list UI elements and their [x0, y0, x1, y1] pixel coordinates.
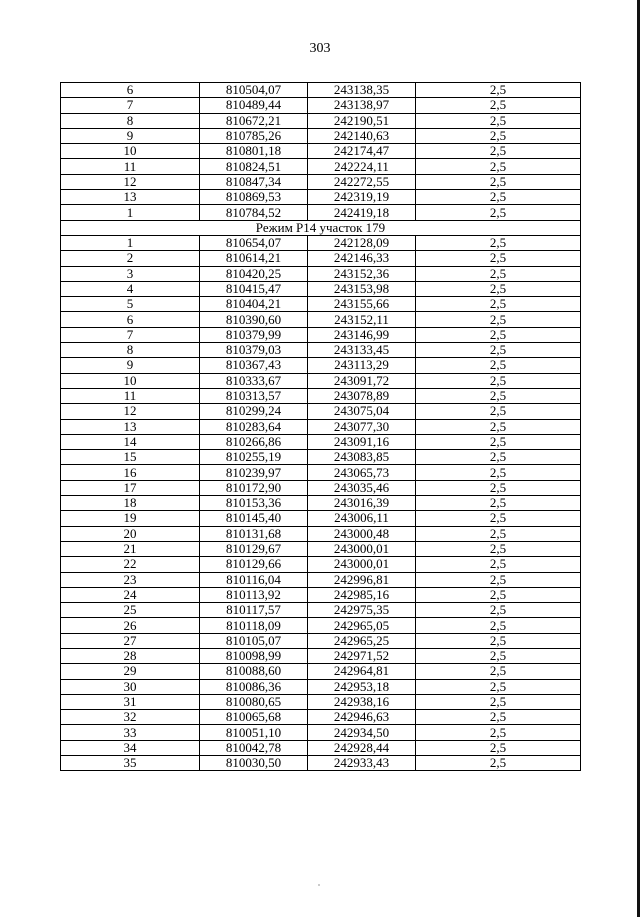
table-row [61, 465, 581, 480]
table-row [61, 434, 581, 449]
accuracy-cell: 2,5 [416, 83, 581, 98]
accuracy-cell: 2,5 [416, 756, 581, 771]
table-row [61, 740, 581, 755]
x-coordinate-cell: 810116,04 [200, 572, 308, 587]
x-coordinate-cell: 810847,34 [200, 174, 308, 189]
y-coordinate-cell: 242928,44 [308, 740, 416, 755]
x-coordinate-cell: 810266,86 [200, 434, 308, 449]
table-row [61, 756, 581, 771]
point-number-cell: 16 [61, 465, 200, 480]
x-coordinate-cell: 810404,21 [200, 297, 308, 312]
table-row [61, 174, 581, 189]
accuracy-cell: 2,5 [416, 725, 581, 740]
point-number-cell: 12 [61, 404, 200, 419]
accuracy-cell: 2,5 [416, 419, 581, 434]
table-body-bottom [61, 235, 581, 770]
x-coordinate-cell: 810784,52 [200, 205, 308, 220]
point-number-cell: 24 [61, 587, 200, 602]
y-coordinate-cell: 243113,29 [308, 358, 416, 373]
point-number-cell: 7 [61, 327, 200, 342]
y-coordinate-cell: 243075,04 [308, 404, 416, 419]
accuracy-cell: 2,5 [416, 98, 581, 113]
accuracy-cell: 2,5 [416, 113, 581, 128]
y-coordinate-cell: 242938,16 [308, 694, 416, 709]
table-row [61, 526, 581, 541]
y-coordinate-cell: 243133,45 [308, 343, 416, 358]
accuracy-cell: 2,5 [416, 572, 581, 587]
table-row [61, 251, 581, 266]
y-coordinate-cell: 242128,09 [308, 235, 416, 250]
y-coordinate-cell: 243000,01 [308, 557, 416, 572]
accuracy-cell: 2,5 [416, 618, 581, 633]
table-row [61, 572, 581, 587]
x-coordinate-cell: 810088,60 [200, 664, 308, 679]
table-row [61, 511, 581, 526]
table-row [61, 710, 581, 725]
accuracy-cell: 2,5 [416, 388, 581, 403]
point-number-cell: 11 [61, 388, 200, 403]
x-coordinate-cell: 810098,99 [200, 648, 308, 663]
y-coordinate-cell: 242319,19 [308, 190, 416, 205]
accuracy-cell: 2,5 [416, 235, 581, 250]
point-number-cell: 9 [61, 128, 200, 143]
accuracy-cell: 2,5 [416, 266, 581, 281]
y-coordinate-cell: 242985,16 [308, 587, 416, 602]
table-row [61, 664, 581, 679]
table-row [61, 694, 581, 709]
table-row [61, 144, 581, 159]
y-coordinate-cell: 243091,72 [308, 373, 416, 388]
x-coordinate-cell: 810105,07 [200, 633, 308, 648]
table-row [61, 404, 581, 419]
section-title-row [61, 220, 581, 235]
x-coordinate-cell: 810113,92 [200, 587, 308, 602]
accuracy-cell: 2,5 [416, 358, 581, 373]
table-row [61, 358, 581, 373]
accuracy-cell: 2,5 [416, 128, 581, 143]
table-row [61, 557, 581, 572]
y-coordinate-cell: 243078,89 [308, 388, 416, 403]
x-coordinate-cell: 810824,51 [200, 159, 308, 174]
table-row [61, 312, 581, 327]
accuracy-cell: 2,5 [416, 174, 581, 189]
x-coordinate-cell: 810086,36 [200, 679, 308, 694]
table-row [61, 327, 581, 342]
x-coordinate-cell: 810654,07 [200, 235, 308, 250]
point-number-cell: 18 [61, 496, 200, 511]
point-number-cell: 14 [61, 434, 200, 449]
page-number: 303 [309, 41, 331, 56]
scan-speck [318, 884, 320, 886]
table-row [61, 98, 581, 113]
x-coordinate-cell: 810785,26 [200, 128, 308, 143]
accuracy-cell: 2,5 [416, 480, 581, 495]
point-number-cell: 15 [61, 450, 200, 465]
table-row [61, 235, 581, 250]
y-coordinate-cell: 243152,11 [308, 312, 416, 327]
y-coordinate-cell: 243083,85 [308, 450, 416, 465]
table-row [61, 266, 581, 281]
x-coordinate-cell: 810379,03 [200, 343, 308, 358]
accuracy-cell: 2,5 [416, 144, 581, 159]
point-number-cell: 7 [61, 98, 200, 113]
coordinates-table [60, 82, 581, 771]
x-coordinate-cell: 810614,21 [200, 251, 308, 266]
point-number-cell: 6 [61, 312, 200, 327]
x-coordinate-cell: 810367,43 [200, 358, 308, 373]
x-coordinate-cell: 810672,21 [200, 113, 308, 128]
y-coordinate-cell: 242971,52 [308, 648, 416, 663]
accuracy-cell: 2,5 [416, 511, 581, 526]
y-coordinate-cell: 243155,66 [308, 297, 416, 312]
point-number-cell: 10 [61, 144, 200, 159]
x-coordinate-cell: 810420,25 [200, 266, 308, 281]
table-row [61, 480, 581, 495]
x-coordinate-cell: 810153,36 [200, 496, 308, 511]
x-coordinate-cell: 810117,57 [200, 603, 308, 618]
x-coordinate-cell: 810504,07 [200, 83, 308, 98]
y-coordinate-cell: 242146,33 [308, 251, 416, 266]
table-row [61, 83, 581, 98]
y-coordinate-cell: 242953,18 [308, 679, 416, 694]
section-header [61, 220, 581, 235]
x-coordinate-cell: 810118,09 [200, 618, 308, 633]
accuracy-cell: 2,5 [416, 557, 581, 572]
table-row [61, 541, 581, 556]
section-title: Режим Р14 участок 179 [61, 220, 581, 235]
point-number-cell: 5 [61, 297, 200, 312]
x-coordinate-cell: 810801,18 [200, 144, 308, 159]
x-coordinate-cell: 810255,19 [200, 450, 308, 465]
x-coordinate-cell: 810390,60 [200, 312, 308, 327]
x-coordinate-cell: 810379,99 [200, 327, 308, 342]
accuracy-cell: 2,5 [416, 373, 581, 388]
y-coordinate-cell: 243152,36 [308, 266, 416, 281]
table-row [61, 190, 581, 205]
table-row [61, 205, 581, 220]
point-number-cell: 9 [61, 358, 200, 373]
point-number-cell: 32 [61, 710, 200, 725]
table-body-top [61, 83, 581, 221]
accuracy-cell: 2,5 [416, 404, 581, 419]
accuracy-cell: 2,5 [416, 541, 581, 556]
x-coordinate-cell: 810030,50 [200, 756, 308, 771]
x-coordinate-cell: 810131,68 [200, 526, 308, 541]
y-coordinate-cell: 242934,50 [308, 725, 416, 740]
y-coordinate-cell: 243138,97 [308, 98, 416, 113]
point-number-cell: 8 [61, 113, 200, 128]
accuracy-cell: 2,5 [416, 312, 581, 327]
y-coordinate-cell: 242174,47 [308, 144, 416, 159]
x-coordinate-cell: 810489,44 [200, 98, 308, 113]
accuracy-cell: 2,5 [416, 297, 581, 312]
accuracy-cell: 2,5 [416, 664, 581, 679]
accuracy-cell: 2,5 [416, 648, 581, 663]
point-number-cell: 31 [61, 694, 200, 709]
y-coordinate-cell: 243146,99 [308, 327, 416, 342]
point-number-cell: 13 [61, 190, 200, 205]
point-number-cell: 29 [61, 664, 200, 679]
y-coordinate-cell: 242933,43 [308, 756, 416, 771]
accuracy-cell: 2,5 [416, 465, 581, 480]
x-coordinate-cell: 810129,66 [200, 557, 308, 572]
y-coordinate-cell: 242419,18 [308, 205, 416, 220]
x-coordinate-cell: 810172,90 [200, 480, 308, 495]
point-number-cell: 1 [61, 205, 200, 220]
table-row [61, 496, 581, 511]
point-number-cell: 19 [61, 511, 200, 526]
point-number-cell: 21 [61, 541, 200, 556]
y-coordinate-cell: 242946,63 [308, 710, 416, 725]
x-coordinate-cell: 810415,47 [200, 281, 308, 296]
table-row [61, 450, 581, 465]
point-number-cell: 4 [61, 281, 200, 296]
accuracy-cell: 2,5 [416, 496, 581, 511]
table-row [61, 679, 581, 694]
table-row [61, 128, 581, 143]
point-number-cell: 10 [61, 373, 200, 388]
x-coordinate-cell: 810129,67 [200, 541, 308, 556]
y-coordinate-cell: 242272,55 [308, 174, 416, 189]
x-coordinate-cell: 810333,67 [200, 373, 308, 388]
x-coordinate-cell: 810051,10 [200, 725, 308, 740]
accuracy-cell: 2,5 [416, 679, 581, 694]
accuracy-cell: 2,5 [416, 603, 581, 618]
accuracy-cell: 2,5 [416, 740, 581, 755]
point-number-cell: 12 [61, 174, 200, 189]
y-coordinate-cell: 243077,30 [308, 419, 416, 434]
accuracy-cell: 2,5 [416, 710, 581, 725]
table-row [61, 113, 581, 128]
y-coordinate-cell: 242964,81 [308, 664, 416, 679]
y-coordinate-cell: 243065,73 [308, 465, 416, 480]
y-coordinate-cell: 243000,01 [308, 541, 416, 556]
x-coordinate-cell: 810145,40 [200, 511, 308, 526]
point-number-cell: 8 [61, 343, 200, 358]
point-number-cell: 20 [61, 526, 200, 541]
table-row [61, 297, 581, 312]
accuracy-cell: 2,5 [416, 434, 581, 449]
y-coordinate-cell: 242975,35 [308, 603, 416, 618]
accuracy-cell: 2,5 [416, 694, 581, 709]
accuracy-cell: 2,5 [416, 633, 581, 648]
y-coordinate-cell: 243016,39 [308, 496, 416, 511]
x-coordinate-cell: 810313,57 [200, 388, 308, 403]
table-row [61, 343, 581, 358]
point-number-cell: 25 [61, 603, 200, 618]
x-coordinate-cell: 810283,64 [200, 419, 308, 434]
accuracy-cell: 2,5 [416, 159, 581, 174]
x-coordinate-cell: 810080,65 [200, 694, 308, 709]
point-number-cell: 17 [61, 480, 200, 495]
y-coordinate-cell: 243138,35 [308, 83, 416, 98]
table-row [61, 281, 581, 296]
point-number-cell: 2 [61, 251, 200, 266]
point-number-cell: 27 [61, 633, 200, 648]
point-number-cell: 1 [61, 235, 200, 250]
table-row [61, 373, 581, 388]
point-number-cell: 6 [61, 83, 200, 98]
x-coordinate-cell: 810042,78 [200, 740, 308, 755]
table-row [61, 603, 581, 618]
accuracy-cell: 2,5 [416, 281, 581, 296]
accuracy-cell: 2,5 [416, 327, 581, 342]
y-coordinate-cell: 243091,16 [308, 434, 416, 449]
point-number-cell: 23 [61, 572, 200, 587]
point-number-cell: 33 [61, 725, 200, 740]
point-number-cell: 35 [61, 756, 200, 771]
x-coordinate-cell: 810869,53 [200, 190, 308, 205]
accuracy-cell: 2,5 [416, 251, 581, 266]
table-row [61, 587, 581, 602]
table-row [61, 633, 581, 648]
y-coordinate-cell: 242140,63 [308, 128, 416, 143]
point-number-cell: 34 [61, 740, 200, 755]
point-number-cell: 22 [61, 557, 200, 572]
table-row [61, 419, 581, 434]
y-coordinate-cell: 243153,98 [308, 281, 416, 296]
accuracy-cell: 2,5 [416, 343, 581, 358]
accuracy-cell: 2,5 [416, 587, 581, 602]
table-row [61, 648, 581, 663]
table-row [61, 618, 581, 633]
point-number-cell: 28 [61, 648, 200, 663]
point-number-cell: 13 [61, 419, 200, 434]
point-number-cell: 26 [61, 618, 200, 633]
y-coordinate-cell: 242190,51 [308, 113, 416, 128]
point-number-cell: 11 [61, 159, 200, 174]
x-coordinate-cell: 810065,68 [200, 710, 308, 725]
accuracy-cell: 2,5 [416, 526, 581, 541]
table-row [61, 725, 581, 740]
x-coordinate-cell: 810299,24 [200, 404, 308, 419]
y-coordinate-cell: 243035,46 [308, 480, 416, 495]
point-number-cell: 30 [61, 679, 200, 694]
accuracy-cell: 2,5 [416, 205, 581, 220]
y-coordinate-cell: 243006,11 [308, 511, 416, 526]
table-row [61, 388, 581, 403]
y-coordinate-cell: 242224,11 [308, 159, 416, 174]
accuracy-cell: 2,5 [416, 190, 581, 205]
point-number-cell: 3 [61, 266, 200, 281]
accuracy-cell: 2,5 [416, 450, 581, 465]
table-row [61, 159, 581, 174]
x-coordinate-cell: 810239,97 [200, 465, 308, 480]
y-coordinate-cell: 242996,81 [308, 572, 416, 587]
y-coordinate-cell: 242965,25 [308, 633, 416, 648]
y-coordinate-cell: 243000,48 [308, 526, 416, 541]
y-coordinate-cell: 242965,05 [308, 618, 416, 633]
